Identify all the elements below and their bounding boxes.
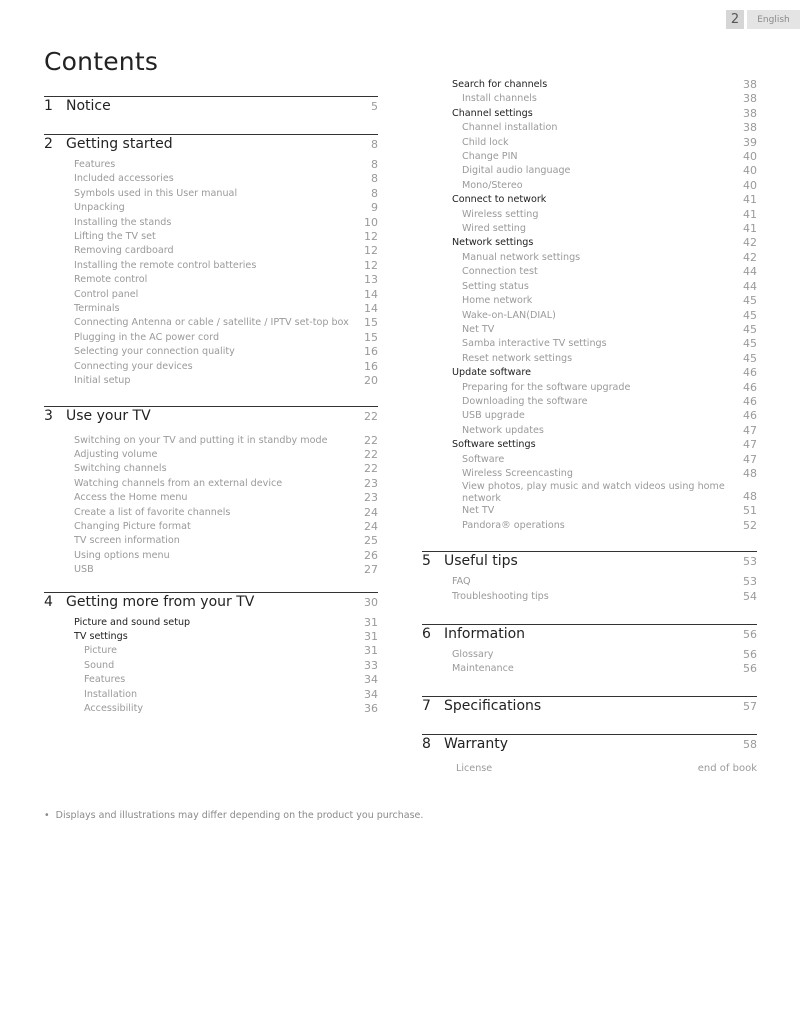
toc-item-page: 12	[364, 230, 378, 244]
toc-item-label: Initial setup	[74, 375, 131, 387]
toc-item-page: 44	[743, 265, 757, 279]
toc-item-page: 38	[743, 92, 757, 106]
toc-item-page: 26	[364, 548, 378, 562]
toc-item-label: Mono/Stereo	[462, 179, 523, 191]
toc-item[interactable]	[44, 230, 378, 244]
toc-item-page: 8	[371, 172, 378, 186]
toc-item-label: License	[456, 762, 493, 774]
toc-item-page: 16	[364, 345, 378, 359]
toc-item-label: Update software	[452, 367, 531, 379]
toc-item-label: Installation	[84, 688, 138, 700]
toc-item-label: Selecting your connection quality	[74, 346, 235, 358]
toc-item[interactable]	[44, 288, 378, 302]
toc-section[interactable]	[422, 236, 757, 250]
toc-item-label: Maintenance	[452, 663, 514, 675]
toc-item-label: Wake-on-LAN(DIAL)	[462, 309, 556, 321]
toc-item-label: Connection test	[462, 266, 538, 278]
toc-item[interactable]	[44, 491, 378, 505]
toc-item-label: Child lock	[462, 136, 509, 148]
toc-section[interactable]	[422, 438, 757, 452]
toc-item-page: 33	[364, 658, 378, 672]
toc-section[interactable]	[422, 107, 757, 121]
toc-item-page: 10	[364, 215, 378, 229]
toc-section[interactable]	[44, 630, 378, 644]
toc-item[interactable]	[422, 309, 757, 323]
toc-item-label: Channel installation	[462, 122, 558, 134]
toc-item[interactable]	[422, 504, 757, 518]
toc-item-page: 23	[364, 491, 378, 505]
chapter-number: 8	[422, 735, 431, 752]
toc-item-label: Using options menu	[74, 549, 170, 561]
toc-item-page: 34	[364, 673, 378, 687]
toc-chapter-getting-more[interactable]	[44, 592, 378, 616]
toc-item[interactable]	[422, 150, 757, 164]
footnote	[44, 810, 423, 821]
toc-item-page: 48	[743, 489, 757, 503]
toc-item[interactable]	[422, 323, 757, 337]
toc-item[interactable]	[44, 172, 378, 186]
chapter-number: 4	[44, 593, 53, 610]
toc-item-page: 31	[364, 615, 378, 629]
toc-item-page: 27	[364, 563, 378, 577]
toc-chapter-specifications[interactable]	[422, 696, 757, 720]
chapter-page: 57	[743, 699, 757, 713]
toc-item-page: 40	[743, 178, 757, 192]
toc-item[interactable]	[422, 92, 757, 106]
toc-item-label: Channel settings	[452, 107, 533, 119]
toc-item-label: Accessibility	[84, 703, 144, 714]
toc-item-label: Plugging in the AC power cord	[74, 331, 220, 343]
toc-item-page: 22	[364, 462, 378, 476]
chapter-title: Getting more from your TV	[66, 593, 255, 610]
toc-item-page: 41	[743, 222, 757, 236]
toc-item-page: 8	[371, 158, 378, 171]
toc-item-page: 47	[743, 423, 757, 437]
toc-item-label: Net TV	[462, 505, 495, 517]
toc-item[interactable]	[422, 481, 757, 504]
chapter-number: 6	[422, 626, 431, 642]
toc-item-page: 56	[743, 662, 757, 676]
toc-item-page: 47	[743, 452, 757, 466]
chapter-number: 7	[422, 697, 431, 714]
toc-item[interactable]	[44, 374, 378, 388]
toc-item-page: 42	[743, 250, 757, 264]
toc-item[interactable]	[422, 136, 757, 150]
chapter-page: 30	[364, 595, 378, 609]
toc-item[interactable]	[422, 352, 757, 366]
toc-item[interactable]	[422, 519, 757, 533]
toc-item-label: USB	[74, 564, 94, 576]
toc-item-page: 12	[364, 244, 378, 258]
toc-item-label: Lifting the TV set	[74, 231, 156, 243]
footnote-text: Displays and illustrations may differ depending on the product you purchase.	[55, 810, 424, 821]
toc-item-label: Sound	[84, 659, 115, 671]
toc-item-label: TV settings	[74, 630, 128, 642]
toc-item-page: 41	[743, 193, 757, 207]
toc-item[interactable]	[44, 549, 378, 563]
toc-item[interactable]	[422, 294, 757, 308]
toc-item-label: Picture	[84, 645, 117, 657]
toc-item[interactable]	[422, 575, 757, 589]
toc-chapter-use-your-tv[interactable]	[44, 406, 378, 430]
toc-item-page: 16	[364, 359, 378, 373]
toc-item-label: TV screen information	[74, 535, 180, 547]
toc-item[interactable]	[422, 251, 757, 265]
toc-item[interactable]	[44, 331, 378, 345]
toc-item-page: 42	[743, 236, 757, 250]
toc-item-label: Control panel	[74, 288, 139, 300]
chapter-title: Getting started	[66, 136, 173, 152]
toc-item[interactable]	[422, 208, 757, 222]
toc-item-page: 8	[371, 186, 378, 200]
toc-item-page: 31	[364, 629, 378, 643]
chapter-number: 5	[422, 553, 431, 570]
toc-item-label: Troubleshooting tips	[452, 590, 549, 602]
toc-item-page: 54	[743, 589, 757, 603]
page-number: 2	[726, 10, 744, 29]
toc-item[interactable]	[44, 216, 378, 230]
toc-section[interactable]	[422, 193, 757, 207]
toc-item-page: 38	[743, 78, 757, 91]
toc-item[interactable]	[422, 453, 757, 467]
toc-item-label: Connect to network	[452, 194, 547, 206]
toc-item-label: Wireless setting	[462, 208, 539, 220]
toc-item[interactable]	[44, 360, 378, 374]
toc-item-page: 46	[743, 394, 757, 408]
toc-item-label: Unpacking	[74, 202, 125, 214]
toc-item-page: 45	[743, 308, 757, 322]
toc-item[interactable]	[44, 520, 378, 534]
toc-item[interactable]	[44, 187, 378, 201]
page-badge	[726, 10, 800, 29]
chapter-title: Useful tips	[444, 553, 518, 570]
toc-chapter-notice[interactable]	[44, 96, 378, 120]
language-label: English	[747, 10, 800, 29]
toc-item[interactable]	[44, 462, 378, 476]
toc-item-label: Wired setting	[462, 223, 526, 235]
toc-item-label: Included accessories	[74, 173, 174, 185]
toc-item-page: 40	[743, 164, 757, 178]
toc-item-label: Digital audio language	[462, 165, 571, 177]
toc-item-page: 34	[364, 687, 378, 701]
toc-item-page: 14	[364, 287, 378, 301]
toc-item[interactable]	[44, 273, 378, 287]
toc-item-label: Connecting Antenna or cable / satellite / IPTV set-top box	[74, 317, 349, 329]
toc-item-page: 45	[743, 351, 757, 365]
toc-item-label: Wireless Screencasting	[462, 467, 573, 479]
toc-item[interactable]	[422, 265, 757, 279]
toc-item-page: 45	[743, 337, 757, 351]
toc-item-page: 22	[364, 447, 378, 461]
toc-item-page: 15	[364, 330, 378, 344]
toc-item-label: Remote control	[74, 274, 148, 286]
toc-item-page: 45	[743, 294, 757, 308]
toc-item-page: 39	[743, 135, 757, 149]
toc-item-label: Adjusting volume	[74, 448, 158, 460]
toc-item[interactable]	[422, 280, 757, 294]
toc-chapter-getting-started[interactable]	[44, 134, 378, 158]
toc-item[interactable]	[422, 337, 757, 351]
toc-item-label: Features	[74, 159, 116, 170]
toc-item[interactable]	[422, 424, 757, 438]
toc-item[interactable]	[44, 345, 378, 359]
toc-item-label: Picture and sound setup	[74, 616, 191, 628]
toc-item-label: Samba interactive TV settings	[462, 338, 607, 350]
toc-item-label: FAQ	[452, 576, 471, 588]
chapter-page: 58	[743, 737, 757, 751]
toc-item-label: USB upgrade	[462, 410, 525, 422]
toc-item-page: 51	[743, 504, 757, 518]
bullet-icon: •	[44, 810, 56, 821]
toc-item[interactable]	[422, 409, 757, 423]
toc-item[interactable]	[44, 477, 378, 491]
toc-left-column	[44, 96, 378, 716]
toc-item-label: Software	[462, 453, 505, 465]
toc-section[interactable]	[44, 616, 378, 630]
toc-item-label: Changing Picture format	[74, 520, 191, 532]
toc-item[interactable]	[422, 164, 757, 178]
toc-item-page: 56	[743, 648, 757, 661]
toc-item-page: 31	[364, 644, 378, 658]
toc-section[interactable]	[422, 78, 757, 92]
toc-item[interactable]	[422, 395, 757, 409]
toc-item[interactable]	[44, 659, 378, 673]
toc-item-page: 46	[743, 409, 757, 423]
toc-section[interactable]	[422, 366, 757, 380]
toc-item[interactable]	[44, 563, 378, 577]
toc-item-label: Pandora® operations	[462, 519, 565, 531]
toc-item[interactable]	[44, 673, 378, 687]
toc-item-page: 13	[364, 273, 378, 287]
toc-item[interactable]	[44, 448, 378, 462]
toc-item-label: Install channels	[462, 93, 537, 105]
toc-item[interactable]	[422, 179, 757, 193]
toc-item-label: Home network	[462, 295, 533, 307]
toc-item-label: Setting status	[462, 280, 529, 292]
toc-item-label: Installing the remote control batteries	[74, 259, 257, 271]
toc-item[interactable]	[422, 121, 757, 135]
toc-item[interactable]	[44, 244, 378, 258]
toc-item-page: 40	[743, 150, 757, 164]
toc-item[interactable]	[44, 702, 378, 716]
toc-item[interactable]	[422, 381, 757, 395]
chapter-title: Warranty	[444, 735, 509, 752]
toc-item-page: 15	[364, 316, 378, 330]
toc-item-label: Search for channels	[452, 79, 548, 90]
toc-item-label: Network settings	[452, 237, 534, 249]
toc-item-page: 25	[364, 534, 378, 548]
chapter-number: 3	[44, 407, 53, 424]
toc-item[interactable]	[422, 662, 757, 676]
toc-item[interactable]	[44, 302, 378, 316]
toc-item[interactable]	[422, 648, 757, 662]
toc-item[interactable]	[44, 158, 378, 172]
toc-item-page: 46	[743, 366, 757, 380]
toc-item-page: 24	[364, 505, 378, 519]
toc-item-label: Removing cardboard	[74, 245, 174, 257]
chapter-page: 22	[364, 409, 378, 423]
toc-item-label: Switching on your TV and putting it in standby mode	[74, 434, 328, 446]
toc-item-page: 44	[743, 279, 757, 293]
toc-item-page: 22	[364, 433, 378, 447]
toc-item-page: 9	[371, 201, 378, 215]
toc-item[interactable]	[44, 259, 378, 273]
toc-item-label: Network updates	[462, 424, 544, 436]
toc-item[interactable]	[44, 506, 378, 520]
toc-item-page: end of book	[697, 762, 757, 774]
toc-item-label: Watching channels from an external device	[74, 477, 283, 489]
toc-item-page: 52	[743, 518, 757, 532]
chapter-title: Use your TV	[66, 407, 151, 424]
toc-item[interactable]	[44, 201, 378, 215]
chapter-page: 5	[371, 100, 378, 113]
toc-right-column	[422, 78, 757, 776]
toc-item-page: 14	[364, 302, 378, 316]
toc-item[interactable]	[44, 644, 378, 658]
toc-item-label: Net TV	[462, 323, 495, 335]
toc-item[interactable]	[44, 434, 378, 448]
toc-item-label: Reset network settings	[462, 352, 573, 364]
toc-item-label: Change PIN	[462, 151, 518, 163]
page-title: Contents	[44, 46, 159, 76]
chapter-number: 1	[44, 98, 53, 114]
toc-item[interactable]	[44, 688, 378, 702]
chapter-page: 53	[743, 555, 757, 569]
toc-item-page: 38	[743, 106, 757, 120]
toc-item-page: 41	[743, 207, 757, 221]
toc-item-page: 24	[364, 519, 378, 533]
toc-item-page: 53	[743, 575, 757, 589]
toc-item[interactable]	[44, 534, 378, 548]
toc-item-label: View photos, play music and watch videos using home network	[462, 481, 725, 504]
toc-item-label: Access the Home menu	[74, 492, 188, 504]
toc-chapter-warranty[interactable]	[422, 734, 757, 758]
toc-item-page: 46	[743, 380, 757, 394]
chapter-title: Information	[444, 626, 526, 642]
chapter-page: 56	[743, 628, 757, 641]
toc-item-page: 48	[743, 466, 757, 480]
toc-item-label: Installing the stands	[74, 216, 172, 228]
toc-item-label: Preparing for the software upgrade	[462, 381, 631, 393]
toc-item-label: Software settings	[452, 439, 536, 451]
toc-chapter-useful-tips[interactable]	[422, 551, 757, 575]
toc-item-label: Terminals	[74, 303, 120, 315]
toc-item-label: Switching channels	[74, 463, 167, 475]
toc-item-label: Symbols used in this User manual	[74, 187, 238, 199]
toc-item-page: 12	[364, 258, 378, 272]
toc-item-page: 23	[364, 476, 378, 490]
toc-item-label: Features	[84, 674, 126, 686]
toc-item-label: Manual network settings	[462, 251, 581, 263]
chapter-page: 8	[371, 138, 378, 151]
toc-item[interactable]	[422, 222, 757, 236]
toc-item-label: Create a list of favorite channels	[74, 506, 231, 518]
toc-item[interactable]	[422, 467, 757, 481]
toc-item-label: Connecting your devices	[74, 360, 193, 372]
chapter-number: 2	[44, 136, 53, 152]
toc-item[interactable]	[422, 590, 757, 604]
toc-item-page: 20	[364, 374, 378, 388]
toc-chapter-information[interactable]	[422, 624, 757, 648]
toc-item-label: Glossary	[452, 649, 494, 660]
toc-item[interactable]	[44, 316, 378, 330]
toc-item-page: 36	[364, 702, 378, 715]
toc-item[interactable]	[422, 762, 757, 776]
toc-item-page: 45	[743, 322, 757, 336]
chapter-title: Notice	[66, 98, 111, 114]
chapter-title: Specifications	[444, 697, 542, 714]
toc-item-page: 47	[743, 438, 757, 452]
toc-item-label: Downloading the software	[462, 395, 588, 407]
toc-item-page: 38	[743, 121, 757, 135]
